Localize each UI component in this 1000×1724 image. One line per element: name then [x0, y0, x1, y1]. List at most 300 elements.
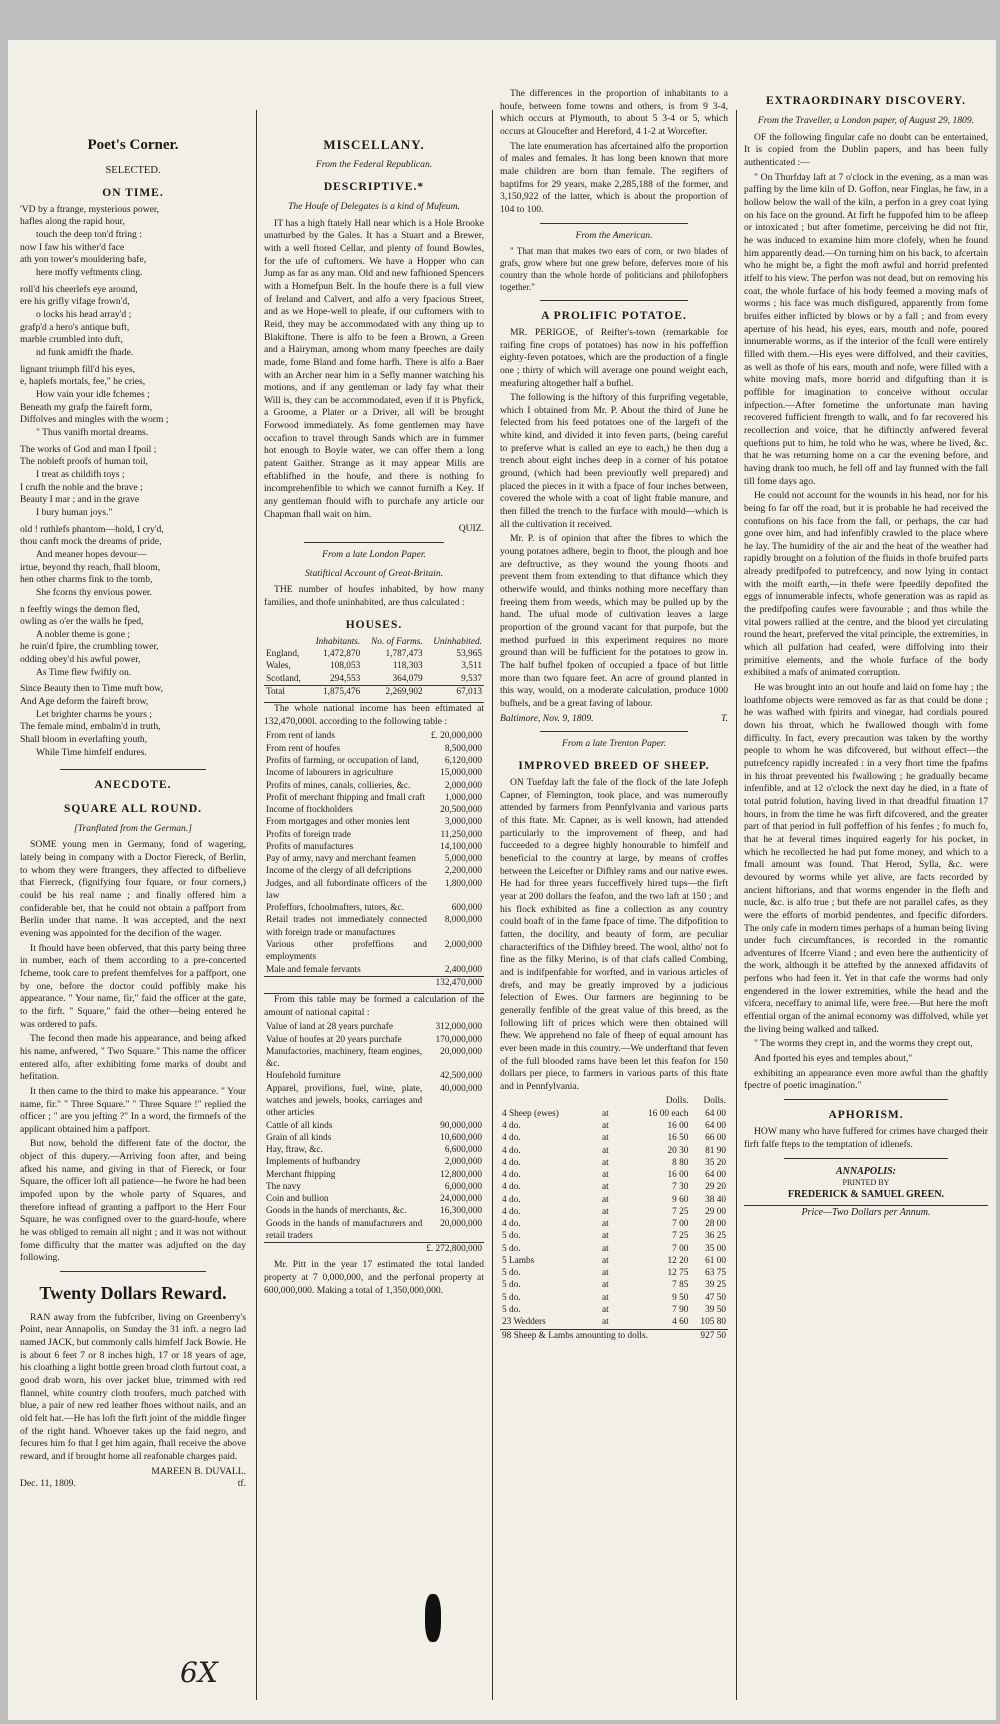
- table-row: [264, 1132, 484, 1144]
- sheep-cell: at: [601, 1194, 609, 1205]
- capital-value: 42,500,000: [440, 1071, 482, 1082]
- table-row: [264, 914, 484, 939]
- poem-line: nd funk amidft the fhade.: [36, 347, 134, 359]
- potato-dateline: Baltimore, Nov. 9, 1809.: [500, 712, 594, 724]
- divider: [784, 1099, 948, 1100]
- anecdote-paragraph: It fhould have been obferved, that this party being three in number, each of them according to a pre-concerted fcheme, took care to prefent themfelves for a paffport, one by one, before the doctor could poffibly make his appearance. " Your name, fir," faid the officer at the gate, to the firft. " Square," faid the other—being entered he was ordered to pafs.: [20, 942, 246, 1030]
- sheep-cell: 20 30: [667, 1145, 689, 1156]
- income-value: 2,000,000: [444, 780, 482, 791]
- table-row: [500, 1157, 728, 1169]
- sheep-cell: 4 do.: [502, 1182, 521, 1193]
- anecdote-paragraph: It then came to the third to make his appearance. " Your name, fir." " Three Square." " Three Square !" replied the officer ; " are you jefting ?" In a word, the firmnefs of the applicant obtained him a paffport.: [20, 1085, 246, 1135]
- capital-value: 2,000,000: [444, 1157, 482, 1168]
- sheep-cell: at: [601, 1219, 609, 1230]
- houses-col-head: No. of Farms.: [371, 636, 423, 647]
- table-row: [500, 1194, 728, 1206]
- potato-paragraph: Mr. P. is of opinion that after the fibres to which the young potatoes adhere, begin to fhoot, the plough and hoe are deftructive, as they wound the young fhoots and prevent them from extending to that diftance which they otherwife would, and thinks nothing more neceffary than freeing them from weeds, which may be pulled up by the hand. The ufual mode of cultivation leaves a large proportion of the ground vacant for that purpofe, but the method purfued in this experiment requires no more ground than will be fufficient for the potatoes to grow in. The half bufhel fpoken of occupied a fpace of but little more than two fquare feet. An acre of ground planted in this way, would, on a moderate calculation, produce 1000 bufhels, and be a great faving of labour.: [500, 533, 728, 709]
- sheep-cell: at: [601, 1231, 609, 1242]
- poem-line: grafp'd a hero's antique buft,: [20, 321, 130, 333]
- proportions-text-2: The late enumeration has afcertained alfo the proportion of males and females. It has long been known that more male children are born than female. The regifters of baptifms for 29 years, make 2,285,188 of the former, and 3,150,922 of the latter, which is about the proportion of 104 to 100.: [500, 140, 728, 215]
- discovery-paragraph: exhibiting an appearance even more awful than the ghaftly fpectre of poetic imagination.": [744, 1067, 988, 1092]
- discovery-source: From the Traveller, a London paper, of August 29, 1809.: [757, 115, 975, 127]
- table-row: [264, 1169, 484, 1181]
- potato-paragraph: The following is the hiftory of this furprifing vegetable, which I obtained from Mr. P. About the third of June he felected from his feed potatoes one of the largeft of the white kind, and divided it into feven parts, (being careful to preferve what is called an eye to each,) he then dug a trench about eight inches deep in a corner of his potatoe ground, (which had been previoufly well prepared) and placed the pieces in it with a fpace of four inches between, covered the whole with a coat of light ftable manure, and then filled the trench to the furface with mould—which is all the cultivation it received.: [500, 392, 728, 530]
- table-row: [264, 841, 484, 853]
- statistical-intro: THE number of houfes inhabited, by how many families, and thofe uninhabited, are thus calculated :: [264, 584, 484, 609]
- sheep-cell: at: [601, 1280, 609, 1291]
- divider: [540, 731, 688, 732]
- imprint-place: ANNAPOLIS:: [835, 1165, 896, 1177]
- poem-line: Shall bloom in everlafting youth,: [20, 734, 148, 746]
- sheep-cell: 8 80: [672, 1157, 689, 1168]
- poem-line: marble crumbled into duft,: [20, 334, 123, 346]
- poem-line: Since Beauty then to Time muft bow,: [20, 683, 164, 695]
- houses-cell: 3,511: [461, 661, 482, 672]
- income-value: 3,000,000: [444, 817, 482, 828]
- sheep-source: From a late Trenton Paper.: [561, 738, 667, 750]
- table-row: [500, 1267, 728, 1279]
- income-total: 132,470,000: [429, 976, 484, 989]
- sheep-cell: 66 00: [705, 1133, 726, 1144]
- houses-heading: HOUSES.: [345, 618, 403, 631]
- sheep-cell: 29 20: [705, 1182, 726, 1193]
- imprint-printers: FREDERICK & SAMUEL GREEN.: [787, 1189, 945, 1201]
- poem-line: old ! ruthlefs phantom—hold, I cry'd,: [20, 523, 164, 535]
- sheep-cell: at: [601, 1243, 609, 1254]
- poem-line: irtue, beyond thy reach, fhall bloom,: [20, 561, 161, 573]
- table-row: [500, 1145, 728, 1157]
- column-rule: [492, 110, 493, 1700]
- table-row: [500, 1132, 728, 1144]
- sheep-cell: 29 00: [705, 1206, 726, 1217]
- income-value: £. 20,000,000: [430, 731, 482, 742]
- sheep-cell: 35 00: [705, 1243, 726, 1254]
- income-item: Profits of mines, canals, collieries, &c.: [266, 780, 411, 791]
- column-rule: [256, 110, 257, 1700]
- income-value: 8,500,000: [444, 743, 482, 754]
- table-row: [264, 878, 484, 903]
- discovery-paragraph: He was brought into an out houfe and laid on fome hay ; the loathfome objects were removed as far as that could be done ; he was wafhed with fpirits and vinegar, had cordials poured down his throat, which he fwallowed though with fome difficulty. In fact, every precaution was taken by the worthy people to whom he was difcovered, but without effect—the putrefcency rapidly increafed : in a very fhort time the fpafms in his throat prevented his fwallowing ; he gradually became infenfible, and at 12 o'clock the next day he died, in a ftate of total putrid folution, having lived in that dreadful fituation 17 hours, in from the time he was firft difcovered, and the greater part of that period in full poffeffion of his fenfes ; fo much fo, that he at feveral times inquired eagerly for his pocket, in which he recollected he had put fome money, and which to a fmall amount was found. That Herod, Sylla, &c. were devoured by worms while yet alive, are facts recorded by ancient hiftorians, and that worms engender in the flefh and nucle, &c. is alfo true ; but thefe are not parallel cafes, as they were the efforts of morbid pendentes, and fpecific diforders. The only cafe in modern times perhaps of a human being living under fuch circumftances, is recorded in the romantic adventures of Ifcerre Viand ; and even here the authenticity of the work, although it be attefted by the annexed affidavits of perfons who had feen it. Yet in that cafe the worms had only engendered in the lower extremities, while the head and the vifcera, neceffary to animal life, were free.—But here the moft effential organ of the animal economy was diffolved, while yet the living being walked and talked.: [744, 682, 988, 1035]
- divider: [540, 300, 688, 301]
- income-item: Profits of manufactures: [266, 841, 354, 852]
- capital-total: £. 272,800,000: [426, 1244, 482, 1255]
- statistical-title: Statiftical Account of Great-Britain.: [304, 567, 444, 579]
- income-value: 2,200,000: [444, 866, 482, 877]
- sheep-cell: 4 do.: [502, 1121, 521, 1131]
- sheep-cell: at: [601, 1108, 609, 1119]
- table-row: [264, 1034, 484, 1046]
- sheep-cell: at: [601, 1145, 609, 1156]
- poem-line: here moffy veftments cling.: [36, 267, 143, 279]
- american-quote: " That man that makes two ears of corn, or two blades of grafs, grow where but one grew before, deferves more of his country than the whole horde of politicians and philofophers together.": [500, 246, 728, 292]
- table-row: [500, 1279, 728, 1291]
- capital-item: Cattle of all kinds: [266, 1120, 333, 1131]
- sheep-col-head: Dolls.: [665, 1096, 689, 1107]
- table-row: [264, 755, 484, 767]
- table-row: [500, 1316, 728, 1329]
- sheep-summary: 98 Sheep & Lambs amounting to dolls.: [500, 1329, 690, 1342]
- sheep-cell: 7 00: [672, 1219, 689, 1230]
- table-row: [264, 1021, 484, 1033]
- table-row: [264, 767, 484, 779]
- income-value: 20,500,000: [440, 805, 482, 816]
- sheep-cell: 35 20: [705, 1157, 726, 1168]
- aphorism-title: APHORISM.: [828, 1109, 904, 1122]
- capital-value: 170,000,000: [435, 1034, 482, 1045]
- table-row: [264, 829, 484, 841]
- capital-value: 16,300,000: [440, 1206, 482, 1217]
- houses-col-head: Inhabitants.: [315, 636, 361, 647]
- table-row: [264, 1046, 484, 1071]
- discovery-paragraph: " On Thurfday laft at 7 o'clock in the evening, as a man was paffing by the lime kiln of D. Goffon, near Finglas, he faw, in a hollow below the wall of the kiln, a perfon in a grey coat lying on his face on the ground. At firft he fuppofed him to be afleep or intoxicated ; but after fometime, perceiving he did not ftir, he was induced to examine him more clofely, when he found him apparently dead.—On turning him on his back, to afcertain who he might be, a fight the moft awful and horrid prefented itfelf to his view. The perfon was not dead, but on removing his coat, the whole furface of his body feemed a moving mafs of worms ; his face was much disfigured, apparently from fome bruifes either inflicted by blows or by a fall ; and from every aperture of his head, his eyes, ears, mouth and nofe, poured innumerable worms, as if the interior of the fcull were entirely filled with them.—His eyes were diffolved, and their cavities, as well as thofe of his ears, mouth and nofe, were filled with a white moving mafs, more horrid and difgufting than it is poffible for imagination to conceive without occular infpection.—After fometime the unfortunate man having recovered fufficient ftrength to walk, and fo far recovered his recollection and voice, that he diftinctly anfwered feveral queftions put to him, he told who he was, where he lived, &c. that he was returning home on a car the evening before, and having drank too much, he fell off and lay ftunned with the fall till fome days ago.: [744, 171, 988, 487]
- table-row: [264, 816, 484, 828]
- sheep-col-head: Dolls.: [703, 1096, 726, 1107]
- poem-line: " Thus vanifh mortal dreams.: [36, 426, 149, 438]
- table-row: [500, 1304, 728, 1316]
- anecdote-translated: [Tranflated from the German.]: [74, 822, 192, 834]
- anecdote-title: SQUARE ALL ROUND.: [63, 802, 203, 815]
- divider: [60, 1271, 206, 1272]
- sheep-cell: at: [601, 1206, 609, 1217]
- income-value: 11,250,000: [440, 829, 482, 840]
- discovery-title: EXTRAORDINARY DISCOVERY.: [766, 95, 966, 107]
- column-4: [744, 94, 988, 1700]
- sheep-cell: 4 do.: [502, 1133, 521, 1144]
- table-row: [264, 1120, 484, 1132]
- poem-line: Diffolves and mingles with the worm ;: [20, 414, 169, 426]
- sheep-summary-total: 927 50: [690, 1329, 728, 1342]
- sheep-cell: 47 50: [705, 1292, 726, 1303]
- poem-line: The nobleft proofs of human toil,: [20, 456, 148, 468]
- table-row: [264, 964, 484, 977]
- sheep-cell: at: [601, 1317, 609, 1328]
- miscellany-source: From the Federal Republican.: [315, 159, 433, 171]
- capital-item: Value of houfes at 20 years purchafe: [266, 1034, 402, 1045]
- capital-value: 10,600,000: [440, 1132, 482, 1143]
- capital-value: 12,800,000: [440, 1169, 482, 1180]
- table-row: [500, 1230, 728, 1242]
- income-item: Profits of farming, or occupation of land,: [266, 756, 419, 767]
- poem-line: Let brighter charms be yours ;: [36, 708, 152, 720]
- sheep-cell: 4 do.: [502, 1145, 521, 1156]
- table-row: [264, 853, 484, 865]
- sheep-cell: 4 do.: [502, 1194, 521, 1205]
- sheep-cell: 4 do.: [502, 1170, 521, 1181]
- capital-item: Value of land at 28 years purchafe: [266, 1022, 394, 1033]
- capital-item: Grain of all kinds: [266, 1132, 332, 1143]
- poem-line: She fcorns thy envious power.: [36, 586, 152, 598]
- poem-line: e, haplefs mortals, fee," he cries,: [20, 376, 146, 388]
- capital-item: Houfehold furniture: [266, 1071, 341, 1082]
- sheep-cell: 7 85: [672, 1280, 689, 1291]
- sheep-text: ON Tuefday laft the fale of the flock of the late Jofeph Capner, of Flemington, took place, and was numeroufly attended by farmers from Pennfylvania and various parts of this ftate. Mr. Capner, as is well known, had attended particularly to the improvement of fheep, and had fucceeded to a degree highly honourable to himfelf and beneficial to the country at large, by means of croffes between the Leicefter or Difhley rams and our native ewes. He had for three years fucceffively hired tups—the firft year at 200 dollars the feafon, and the two laft at 150 ; and his flock exhibited as fine a collection as any country could boaft of in the fame fpace of time. The difpofition to fatten, the docility, and beauty of form, are peculiar characteriftics of the Difhley breed. The wool, altho' not fo fine as the filky Merino, is of that clafs called Combing, and is indifpenfable for worfted, and in various articles of drefs, and may be greatly improved by a judicious felection of Ewes. Our farmers are beginning to be generally fenfible of the great value of this breed, as the following lift of prices which were then obtained will fhew. We apprehend no fale of fheep of equal amount has ever been made in this country.—We underftand that feven of the full blooded rams have been let this feafon for 150 dollars per piece, to farmers in various parts of this ftate and in Pennfylvania.: [500, 777, 728, 1092]
- sheep-cell: 4 do.: [502, 1219, 521, 1230]
- sheep-cell: at: [601, 1182, 609, 1193]
- anecdote-paragraph: But now, behold the different fate of the doctor, the object of this dupery.—Arriving foon after, and being afked his name, and giving in that of Fiereck, or four Square, the officer loft all patience—he fwore he had been impofed upon by the whole party of Squares, and therefore inftead of granting a paffport to the Herr Four Square, he was configned over to the guard-houfe, where he was obliged to remain all night ; and it was not without fome difficulty that the matter was adjufted on the day following.: [20, 1138, 246, 1264]
- sheep-cell: at: [601, 1157, 609, 1168]
- sheep-cell: 64 00: [705, 1108, 726, 1119]
- poem-line: owling as o'er the walls he fped,: [20, 616, 144, 628]
- anecdote-heading: ANECDOTE.: [94, 779, 172, 792]
- poem-line: While Time himfelf endures.: [36, 746, 147, 758]
- sheep-cell: 5 do.: [502, 1292, 521, 1303]
- sheep-cell: 7 30: [672, 1182, 689, 1193]
- sheep-cell: 7 25: [672, 1231, 689, 1242]
- income-item: Income of ftockholders: [266, 805, 353, 816]
- sheep-cell: 64 00: [705, 1121, 726, 1131]
- table-row: [500, 1255, 728, 1267]
- houses-total-cell: 67,013: [425, 685, 484, 698]
- houses-col-head: Uninhabited.: [433, 636, 482, 647]
- reward-title: Twenty Dollars Reward.: [39, 1283, 227, 1304]
- poem-line: I bury human joys.": [36, 506, 113, 518]
- table-row: [264, 1181, 484, 1193]
- table-row: [264, 730, 484, 742]
- discovery-paragraph: And fported his eyes and temples about,": [754, 1053, 913, 1065]
- capital-value: 312,000,000: [435, 1022, 482, 1033]
- table-row: [264, 1083, 484, 1120]
- houses-cell: 1,472,870: [323, 649, 361, 660]
- poem: [20, 204, 246, 764]
- capital-item: Hay, ftraw, &c.: [266, 1145, 323, 1156]
- sheep-cell: at: [601, 1255, 609, 1266]
- poem-line: The works of God and man I fpoil ;: [20, 443, 157, 455]
- capital-value: 20,000,000: [440, 1218, 482, 1229]
- column-3: [500, 88, 728, 1700]
- poem-line: odding obey'd his awful power,: [20, 654, 141, 666]
- sheep-cell: at: [601, 1304, 609, 1315]
- newspaper-page: [8, 40, 996, 1720]
- capital-value: 6,000,000: [444, 1181, 482, 1192]
- sheep-cell: 16 00 each: [648, 1108, 689, 1119]
- descriptive-text: IT has a high ftately Hall near which is a Hole Brooke unatturbed by the Gales. It has a Stuart and a Brewer, with a well ftored Cellar, and plenty of found Bowles, for the ufe of cuftomers. We have a Hopper who can Jump as far as any man. Old and new fafhioned Spencers with a Homefpun Belt. In the houfe there is a full view of Ireland and Calvert, and alfo a very fpacious Street, and as we Hope-well to pleafe, if our cuftomers with to Reid, they may be accommodated with any thing up to Blakiftone. There is alfo to be feen a Brown, a Green and a Hairyman, among whom many fpeeches are daily made, fome Bland and fome harfh. There is alfo a Baer with an Archer near him in a Sefly manner watching his motions, and if any gentleman or lady fay what their Will is, they can be accommodated, even if it is Phyfick, a Groome, a Plater or a Driver, all will be brought Forwood immediately. As fome gentlemen may have occafion to travel through Sands which are in fummer hot enough to Boyle water, we can offer them a long patent Gaither. Strange as it may appear Mills are eftablifhed in the houfe, and there is nothing fo incomprehenfible to which we cannot furnifh a Key. If any gentleman fhould wifh to purchafe any article our Chapman fhall wait on him.: [264, 217, 484, 520]
- sheep-cell: 38 40: [705, 1194, 726, 1205]
- aphorism-text: HOW many who have fuffered for crimes have charged their firft falfe fteps to the temptation of idlenefs.: [744, 1126, 988, 1150]
- income-value: 2,000,000: [444, 940, 482, 950]
- table-row: [264, 1193, 484, 1205]
- poem-line: now I faw his wither'd face: [20, 241, 125, 253]
- divider: [784, 1158, 948, 1159]
- discovery-paragraph: OF the following fingular cafe no doubt can be entertained, It is copied from the Dublin papers, and has been fully authenticated :—: [744, 131, 988, 169]
- income-item: Income of labourers in agriculture: [266, 768, 394, 779]
- handwritten-mark: 6X: [180, 1656, 218, 1689]
- houses-cell: England,: [266, 649, 300, 660]
- anecdote-paragraph: The fecond then made his appearance, and being afked his name, anfwered, " Two Square." This name the officer entered alfo, after exhibiting fome marks of doubt and hefitation.: [20, 1033, 246, 1083]
- sheep-cell: at: [601, 1268, 609, 1279]
- sheep-cell: 4 do.: [502, 1206, 521, 1217]
- american-source: From the American.: [575, 229, 653, 241]
- selected-label: SELECTED.: [105, 164, 161, 176]
- sheep-cell: at: [601, 1292, 609, 1303]
- table-row: [500, 1108, 728, 1120]
- income-item: From rent of lands: [266, 731, 335, 742]
- houses-total-label: Total: [264, 685, 308, 698]
- sheep-cell: 16 50: [667, 1133, 689, 1144]
- income-item: Profits of foreign trade: [266, 829, 351, 840]
- proportions-text-1: The differences in the proportion of inhabitants to a houfe, between fome towns and others, is from 9 3-4, which occurs at Plymouth, to about 5 3-4 or 5, which occurs at Gloucefter and Hereford, 4 1-2 at Worcefter.: [500, 88, 728, 137]
- poem-line: hafles along the rapid hour,: [20, 216, 125, 228]
- table-row: [264, 660, 484, 672]
- income-value: 600,000: [451, 903, 482, 914]
- table-row: [500, 1181, 728, 1193]
- potato-initial: T.: [720, 712, 728, 724]
- sheep-cell: 7 25: [672, 1206, 689, 1217]
- poem-line: touch the deep ton'd ftring :: [36, 229, 142, 241]
- sheep-cell: 4 Sheep (ewes): [502, 1108, 559, 1119]
- income-value: 15,000,000: [440, 768, 482, 779]
- income-value: 1,800,000: [444, 878, 482, 889]
- income-value: 2,400,000: [444, 964, 482, 975]
- houses-table: [264, 636, 484, 698]
- capital-value: 6,600,000: [444, 1145, 482, 1156]
- table-row: [500, 1169, 728, 1181]
- income-value: 1,000,000: [444, 792, 482, 803]
- sheep-title: IMPROVED BREED OF SHEEP.: [518, 759, 710, 772]
- column-1: [20, 110, 246, 1700]
- capital-item: Goods in the hands of merchants, &c.: [266, 1206, 407, 1217]
- anecdote-paragraph: SOME young men in Germany, fond of wagering, lately being in company with a Doctor Fiereck, of Berlin, to whom they were ftrangers, they affected to difbelieve that Fierreck, (fignifying four fquare, or four corners,) could be his real name ; and finally offered him a confiderable bet, that he could not obtain a paffport from Berlin under that name. It was accepted, and the next evening was appointed for the decifion of the wager.: [20, 839, 246, 939]
- sheep-cell: 16 00: [667, 1170, 689, 1181]
- capital-value: 90,000,000: [440, 1120, 482, 1131]
- discovery-text: [744, 132, 988, 1093]
- table-row: [264, 792, 484, 804]
- houses-cell: 118,303: [392, 661, 423, 672]
- houses-cell: 53,965: [456, 649, 482, 660]
- sheep-cell: 63 75: [705, 1268, 726, 1279]
- houses-total-cell: 1,875,476: [308, 685, 363, 698]
- income-item: Profeffors, fchoolmafters, tutors, &c.: [266, 903, 404, 914]
- capital-value: 40,000,000: [440, 1083, 482, 1094]
- houses-total-cell: 2,269,902: [362, 685, 424, 698]
- reward-text: RAN away from the fubfcriber, living on Greenberry's Point, near Annapolis, on Sunday the 31 inft. a negro lad named JACK, but commonly calls himfelf Jack Bowie. He is about 6 feet 7 or 8 inches high, 17 or 18 years of age, his cloathing a light bottle green broad cloth furtout coat, a good drab worn, his over jacket blue, trimmed with red flannel, white country cloth troufers, much patched with blue, a pair of new red leather fhoes without nails, and an old felt hat.—He has loft the firft joint of the middle finger of the right hand. Whoever takes up the faid negro, and fecures him fo that I get him again, fhall receive the above reward, and if brought home all reafonable charges paid.: [20, 1311, 246, 1463]
- income-intro: The whole national income has been eftimated at 132,470,000l. according to the following table :: [264, 703, 484, 727]
- poem-line: Beneath my grafp the faireft form,: [20, 401, 153, 413]
- poem-title: ON TIME.: [102, 186, 164, 199]
- table-row: [264, 1070, 484, 1082]
- descriptive-heading: DESCRIPTIVE.*: [323, 180, 425, 193]
- sheep-cell: 23 Wedders: [502, 1317, 546, 1328]
- houses-cell: 1,787,473: [385, 649, 423, 660]
- income-value: 6,120,000: [444, 756, 482, 767]
- discovery-paragraph: " The worms they crept in, and the worms they crept out,: [754, 1038, 973, 1050]
- table-row: [500, 1243, 728, 1255]
- table-row: [264, 743, 484, 755]
- houses-cell: 364,079: [392, 673, 423, 684]
- houses-cell: 108,053: [330, 661, 361, 672]
- poem-line: How vain your idle fchemes ;: [36, 389, 150, 401]
- sheep-cell: 5 do.: [502, 1304, 521, 1315]
- miscellany-title: MISCELLANY.: [323, 137, 425, 152]
- poets-corner-title: Poet's Corner.: [87, 137, 179, 153]
- poem-line: hen other charms fink to the tomb,: [20, 574, 153, 586]
- table-row: [264, 804, 484, 816]
- table-row: [264, 902, 484, 914]
- sheep-cell: 5 do.: [502, 1268, 521, 1279]
- sheep-cell: 7 90: [672, 1304, 689, 1315]
- houses-cell: Wales,: [266, 661, 291, 672]
- table-row: [500, 1206, 728, 1218]
- capital-item: Goods in the hands of manufacturers and retail traders: [266, 1218, 423, 1241]
- income-item: From mortgages and other monies lent: [266, 817, 410, 828]
- poem-line: And Age deform the faireft brow,: [20, 696, 149, 708]
- capital-item: Coin and bullion: [266, 1194, 329, 1205]
- income-item: Various other profeffions and employments: [266, 940, 427, 963]
- poem-line: n feeftly wings the demon fled,: [20, 603, 140, 615]
- sheep-cell: 9 50: [672, 1292, 689, 1303]
- sheep-cell: 5 do.: [502, 1243, 521, 1254]
- sheep-cell: 4 do.: [502, 1157, 521, 1168]
- income-value: 5,000,000: [444, 854, 482, 865]
- poem-line: he ruin'd fpire, the crumbling tower,: [20, 641, 159, 653]
- reward-signature: MAREEN B. DUVALL.: [151, 1465, 246, 1477]
- sheep-cell: 4 60: [672, 1317, 689, 1328]
- income-value: 14,100,000: [440, 841, 482, 852]
- poem-line: thou canft mock the dreams of pride,: [20, 536, 162, 548]
- divider: [540, 223, 688, 224]
- potato-title: A PROLIFIC POTATOE.: [541, 309, 687, 322]
- table-row: [264, 865, 484, 877]
- sheep-cell: at: [601, 1121, 609, 1131]
- sheep-cell: 12 20: [667, 1255, 689, 1266]
- sheep-cell: 12 75: [667, 1268, 689, 1279]
- potato-text: [500, 327, 728, 711]
- houses-cell: 294,553: [330, 673, 361, 684]
- poem-line: I treat as childifh toys ;: [36, 468, 125, 480]
- capital-item: Merchant fhipping: [266, 1169, 336, 1180]
- table-row: [264, 1205, 484, 1217]
- income-item: Profit of merchant fhipping and fmall craft: [266, 792, 426, 803]
- table-row: [264, 780, 484, 792]
- column-2: [264, 110, 484, 1700]
- table-row: [264, 648, 484, 660]
- capital-value: 24,000,000: [440, 1194, 482, 1205]
- sheep-cell: 61 00: [705, 1255, 726, 1266]
- income-item: Judges, and all fubordinate officers of the law: [266, 878, 427, 901]
- sheep-cell: at: [601, 1133, 609, 1144]
- poem-line: lignant triumph fill'd his eyes,: [20, 363, 135, 375]
- poem-line: Beauty I mar ; and in the grave: [20, 494, 140, 506]
- sheep-cell: at: [601, 1170, 609, 1181]
- descriptive-subheading: The Houfe of Delegates is a kind of Mufeum.: [288, 200, 460, 212]
- table-row: [500, 1218, 728, 1230]
- imprint: [744, 1165, 988, 1220]
- income-item: Pay of army, navy and merchant feamen: [266, 854, 416, 865]
- sheep-cell: 5 do.: [502, 1280, 521, 1291]
- sheep-cell: 16 00: [667, 1121, 689, 1131]
- table-row: [500, 1120, 728, 1132]
- table-row: [264, 939, 484, 964]
- imprint-price: Price—Two Dollars per Annum.: [744, 1205, 988, 1219]
- poem-line: ere his grifly vifage frown'd,: [20, 296, 130, 308]
- income-item: Income of the clergy of all defcriptions: [266, 866, 412, 877]
- sheep-cell: 9 60: [672, 1194, 689, 1205]
- table-row: [264, 1156, 484, 1168]
- column-rule: [736, 110, 737, 1700]
- capital-item: The navy: [266, 1181, 301, 1192]
- sheep-cell: 36 25: [705, 1231, 726, 1242]
- pitt-closing: Mr. Pitt in the year 17 estimated the total landed property at 7 0,000,000, and the perfonal property at 600,000,000. Making a total of 1,350,000,000.: [264, 1259, 484, 1296]
- divider: [304, 542, 444, 543]
- poem-line: 'VD by a ftrange, mysterious power,: [20, 203, 160, 215]
- reward-date: Dec. 11, 1809.: [20, 1478, 76, 1490]
- income-item: From rent of houfes: [266, 743, 341, 754]
- imprint-printed: PRINTED BY: [842, 1177, 890, 1187]
- sheep-cell: 39 50: [705, 1304, 726, 1315]
- houses-cell: Scotland,: [266, 673, 301, 684]
- income-table: [264, 730, 484, 989]
- anecdote-text: [20, 839, 246, 1265]
- poem-line: A nobler theme is gone ;: [36, 628, 131, 640]
